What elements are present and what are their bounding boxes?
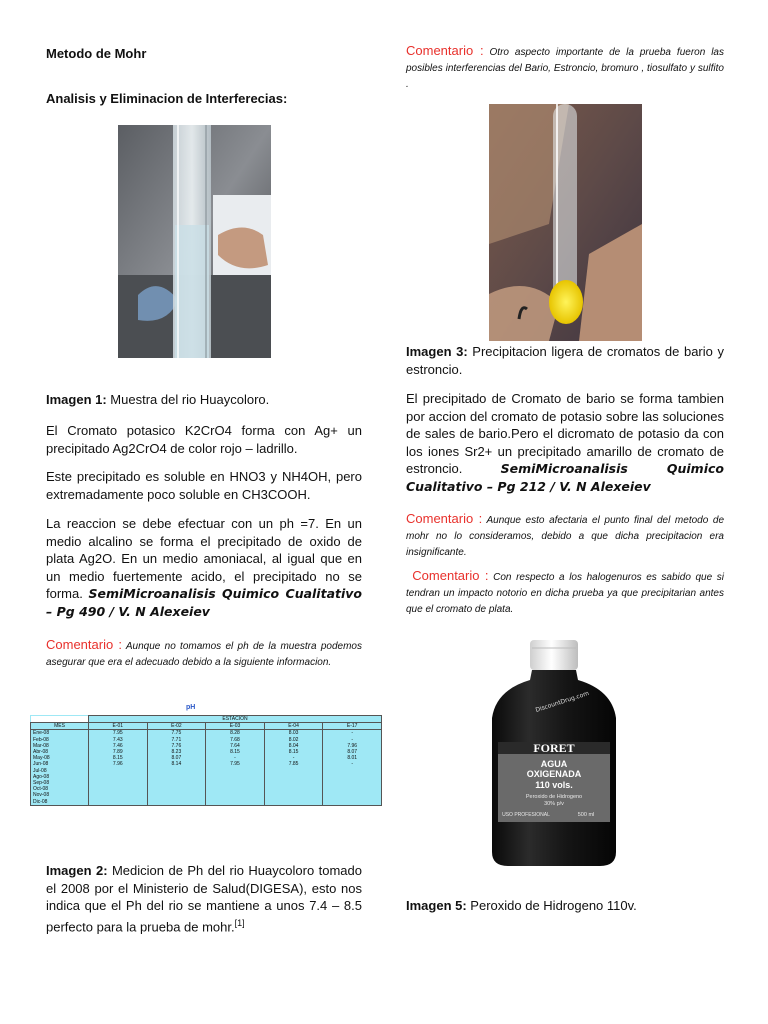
comment-ph: Comentario : Aunque no tomamos el ph de la muestra podemos asegurar que era el adecuado debido a la siguiente informacion. (46, 637, 362, 668)
bottle-line1: AGUA (540, 759, 568, 769)
table-row (31, 798, 382, 805)
paragraph-cromato: El Cromato potasico K2CrO4 forma con Ag+ un precipitado Ag2CrO4 de color rojo – ladrillo. (46, 423, 362, 456)
table-cell-value: - (323, 761, 382, 767)
section-heading: Analisis y Eliminacion de Interferecias: (46, 91, 288, 106)
table-cell-value: 8.15 (264, 749, 323, 755)
comment-interferencias: Comentario : Otro aspecto importante de la prueba fueron las posibles interferencias del Bario, Estroncio, bromuro , tiosulfato y sulfito . (406, 43, 724, 90)
paragraph-reaccion: La reaccion se debe efectuar con un ph =7. En un medio alcalino se forma el precipitado de oxido de plata Ag2O. En un medio amoniacal, al igual que en un medio fuertemente acido, el precipitado no se forma. SemiMicroanalisis Quimico Cualitativo – Pg 490 / V. N Alexeiev (46, 516, 362, 619)
table-group-header: ESTACION (89, 716, 382, 723)
bottle-line5: 30% p/v (544, 801, 564, 807)
table-cell-value: 7.95 (206, 761, 265, 767)
table-cell-mes: Dic-08 (31, 798, 89, 805)
table-cell-value: 8.03 (264, 730, 323, 737)
table-cell-value: 7.64 (206, 743, 265, 749)
table-header-mes: MES (31, 723, 89, 730)
peroxide-bottle-image (486, 638, 622, 868)
table-cell-value: 7.46 (89, 743, 148, 749)
table-cell-mes: Nov-08 (31, 792, 89, 798)
ph-table (30, 715, 382, 806)
bottle-line3: 110 vols. (535, 780, 573, 790)
table-cell-mes: Sep-08 (31, 780, 89, 786)
table-cell-mes: Oct-08 (31, 786, 89, 792)
table-cell-value: 8.07 (323, 749, 382, 755)
table-cell-mes: May-08 (31, 755, 89, 761)
img1-caption: Imagen 1: Muestra del rio Huaycoloro. (46, 392, 270, 407)
img3-caption: Imagen 3: Precipitacion ligera de cromatos de bario y estroncio. (406, 344, 724, 377)
table-cell-value: 7.75 (147, 730, 206, 737)
citation: SemiMicroanalisis Quimico Cualitativo – Pg 212 / V. N Alexeiev (406, 461, 724, 494)
bottle-shoulder-text: DiscountDrug.com (534, 689, 590, 714)
paragraph-soluble: Este precipitado es soluble en HNO3 y NH4OH, pero extremadamente poco soluble en CH3COOH. (46, 469, 362, 502)
table-cell-value: 8.07 (147, 755, 206, 761)
table-cell-mes: Jun-08 (31, 761, 89, 767)
table-cell-value: 8.01 (323, 755, 382, 761)
table-cell-value (323, 798, 382, 805)
img5-caption: Imagen 5: Peroxido de Hidrogeno 110v. (406, 898, 637, 913)
table-cell-value: 7.71 (147, 737, 206, 743)
table-cell-value (147, 798, 206, 805)
table-cell-value: 7.95 (89, 730, 148, 737)
table-cell-value: - (264, 755, 323, 761)
table-cell-value: - (206, 755, 265, 761)
table-cell-value: 8.15 (206, 749, 265, 755)
test-tube-photo (489, 104, 642, 341)
table-cell-value: 7.89 (89, 749, 148, 755)
table-cell-value: - (323, 730, 382, 737)
bottle-line6: USO PROFESIONAL (502, 812, 550, 818)
table-cell-value: 8.14 (147, 761, 206, 767)
table-cell-value: 7.85 (264, 761, 323, 767)
table-cell-mes: Ene-08 (31, 730, 89, 737)
table-cell-value: 8.15 (89, 755, 148, 761)
bottle-line7: 500 ml (577, 812, 595, 818)
comment-halogenuros: Comentario : Con respecto a los halogenuros es sabido que si tendran un impacto notorio en dicha prueba ya que precipitarian antes que el cromato de plata. (406, 568, 724, 615)
paragraph-bario: El precipitado de Cromato de bario se forma tambien por accion del cromato de potasio sobre las soluciones de sales de bario.Pero el dicromato de potasio da con los iones Sr2+ un precipitado amarillo de cromato de estroncio. SemiMicroanalisis Quimico Cualitativo – Pg 212 / V. N Alexeiev (406, 391, 724, 494)
table-header-station: E-17 (323, 723, 382, 730)
table-cell-mes: Ago-08 (31, 774, 89, 780)
table-header-station: E-01 (89, 723, 148, 730)
table-cell-value (206, 798, 265, 805)
table-title: pH (186, 704, 196, 711)
table-header-station: E-03 (206, 723, 265, 730)
table-cell-value: 8.23 (147, 749, 206, 755)
img2-caption: Imagen 2: Medicion de Ph del rio Huaycoloro tomado el 2008 por el Ministerio de Salud(DIGESA), esto nos indica que el Ph del rio se mantiene a unos 7.4 – 8.5 perfecto para la prueba de mohr.[1] (46, 863, 362, 934)
table-cell-value: 8.04 (264, 743, 323, 749)
bottle-line2: OXIGENADA (526, 769, 582, 779)
table-row (31, 730, 382, 737)
table-cell-value: 8.28 (206, 730, 265, 737)
table-cell-value: - (323, 737, 382, 743)
table-cell-mes: Mar-08 (31, 743, 89, 749)
table-cell-mes: Feb-08 (31, 737, 89, 743)
table-cell-value: 7.68 (206, 737, 265, 743)
table-cell-value (89, 798, 148, 805)
citation: SemiMicroanalisis Quimico Cualitativo – Pg 490 / V. N Alexeiev (46, 586, 362, 619)
table-cell-value: 7.96 (89, 761, 148, 767)
table-cell-value: 7.43 (89, 737, 148, 743)
table-cell-value (264, 798, 323, 805)
table-cell-value: 8.02 (264, 737, 323, 743)
table-header-station: E-02 (147, 723, 206, 730)
table-cell-value: 7.76 (147, 743, 206, 749)
table-header-station: E-04 (264, 723, 323, 730)
bottle-brand: FORET (533, 741, 575, 755)
table-cell-mes: Abr-08 (31, 749, 89, 755)
table-cell-value: 7.96 (323, 743, 382, 749)
cylinder-photo (118, 125, 271, 358)
page-title: Metodo de Mohr (46, 46, 147, 61)
comment-punto-final: Comentario : Aunque esto afectaria el punto final del metodo de mohr no lo consideramos, debido a que dicha precipitacion era insignificante. (406, 511, 725, 558)
bottle-line4: Peroxido de Hidrogeno (525, 794, 583, 800)
table-cell-mes: Jul-08 (31, 768, 89, 774)
